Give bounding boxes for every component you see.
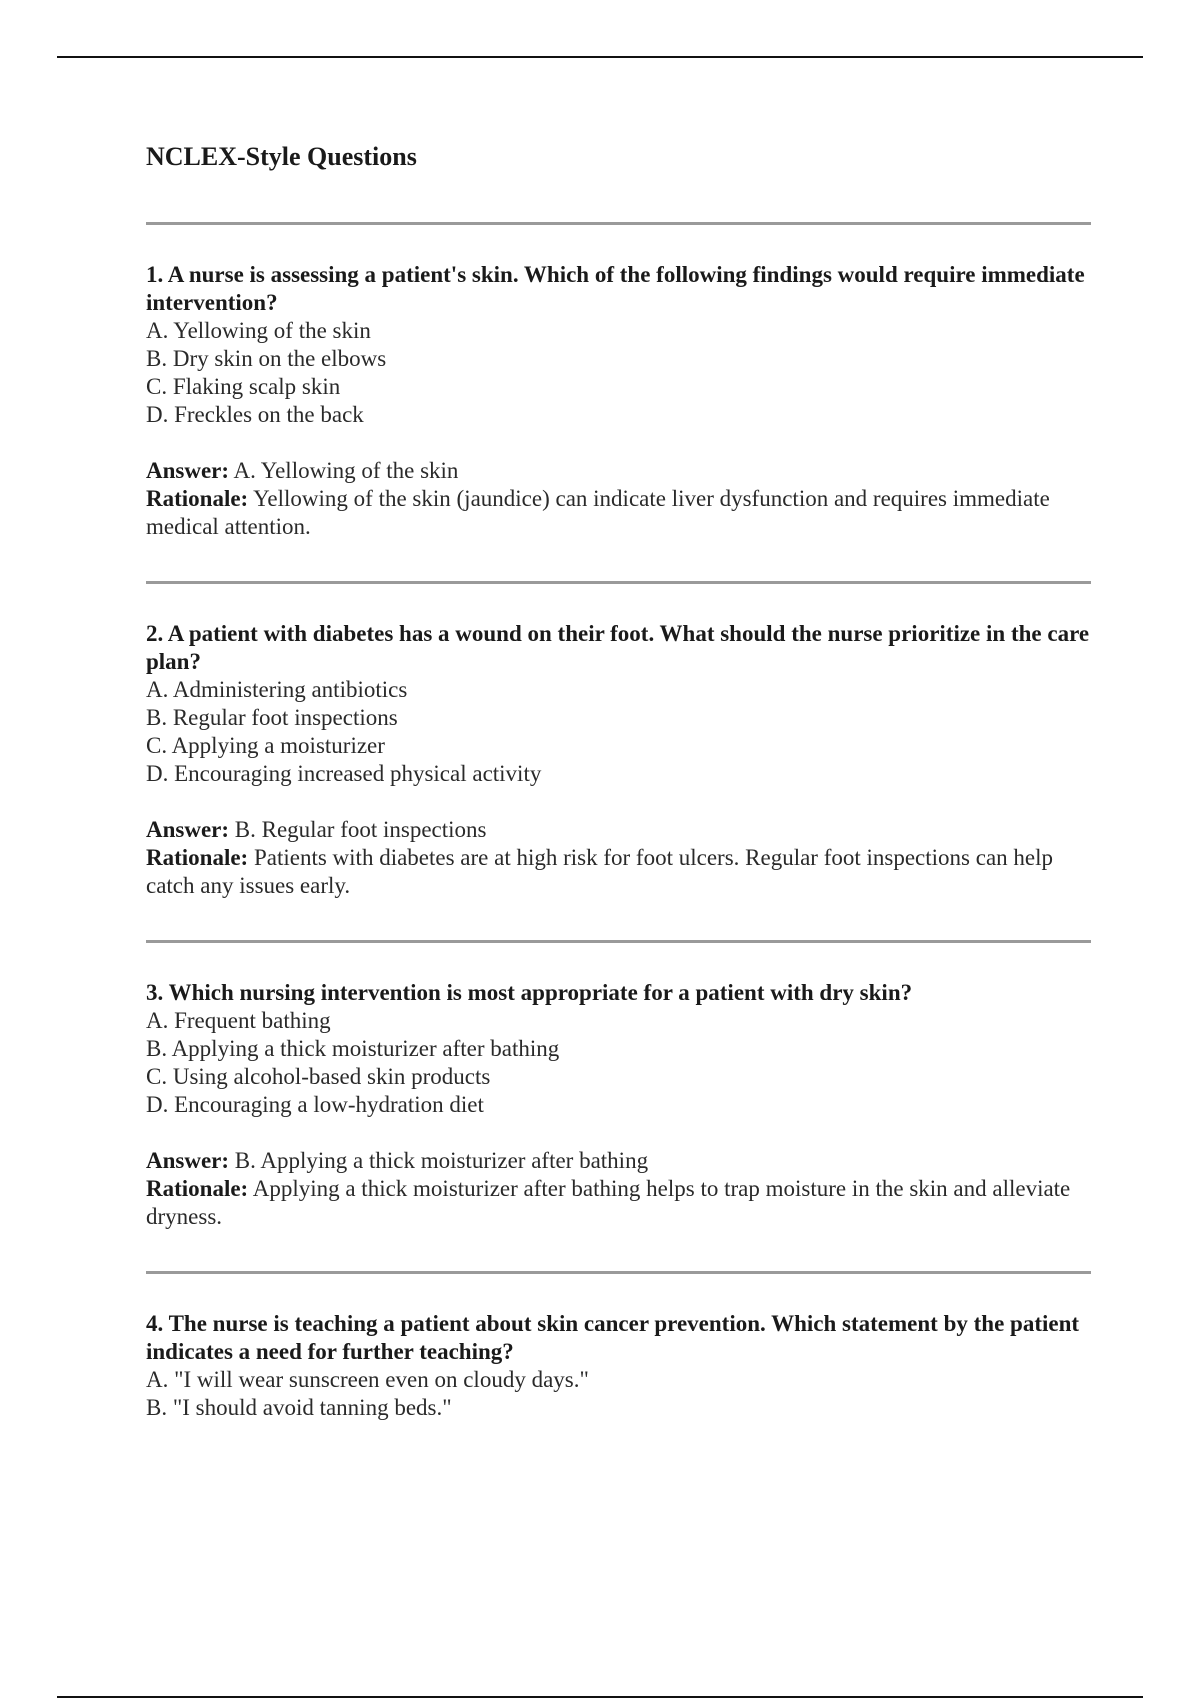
answer-area — [146, 1147, 1091, 1231]
document-body — [146, 140, 1091, 1422]
option-a: A. Yellowing of the skin — [146, 318, 371, 343]
question-text: 3. Which nursing intervention is most appropriate for a patient with dry skin? — [146, 980, 913, 1005]
question-3 — [146, 943, 1091, 1271]
rationale-label: Rationale: — [146, 845, 249, 870]
option-list — [146, 676, 1091, 788]
answer-line — [146, 1147, 1091, 1175]
option-c: C. Applying a moisturizer — [146, 733, 385, 758]
option-d: D. Encouraging a low-hydration diet — [146, 1092, 484, 1117]
rationale-line — [146, 485, 1091, 541]
answer-value: B. Regular foot inspections — [234, 817, 487, 842]
option-a: A. Administering antibiotics — [146, 677, 408, 702]
answer-area — [146, 816, 1091, 900]
rationale-line — [146, 1175, 1091, 1231]
question-text: 4. The nurse is teaching a patient about skin cancer prevention. Which statement by the patient indicates a need for further teaching? — [146, 1311, 1080, 1364]
question-2 — [146, 584, 1091, 940]
question-4 — [146, 1274, 1091, 1422]
rationale-label: Rationale: — [146, 1176, 249, 1201]
question-text: 1. A nurse is assessing a patient's skin. Which of the following findings would require immediate intervention? — [146, 262, 1085, 315]
answer-label: Answer: — [146, 1148, 230, 1173]
option-b: B. Applying a thick moisturizer after bathing — [146, 1036, 560, 1061]
question-1 — [146, 225, 1091, 581]
option-b: B. Regular foot inspections — [146, 705, 398, 730]
option-list — [146, 1366, 1091, 1422]
document-title: NCLEX-Style Questions — [146, 142, 417, 171]
page-top-rule — [57, 56, 1143, 58]
answer-area — [146, 457, 1091, 541]
option-list — [146, 1007, 1091, 1119]
option-b: B. "I should avoid tanning beds." — [146, 1395, 452, 1420]
option-list — [146, 317, 1091, 429]
option-b: B. Dry skin on the elbows — [146, 346, 387, 371]
option-c: C. Using alcohol-based skin products — [146, 1064, 491, 1089]
page-bottom-rule — [57, 1696, 1143, 1698]
option-a: A. "I will wear sunscreen even on cloudy days." — [146, 1367, 589, 1392]
option-c: C. Flaking scalp skin — [146, 374, 341, 399]
option-a: A. Frequent bathing — [146, 1008, 331, 1033]
rationale-value: Yellowing of the skin (jaundice) can indicate liver dysfunction and requires immediate medical attention. — [146, 486, 1050, 539]
rationale-line — [146, 844, 1091, 900]
option-d: D. Encouraging increased physical activity — [146, 761, 542, 786]
answer-value: B. Applying a thick moisturizer after bathing — [234, 1148, 649, 1173]
option-d: D. Freckles on the back — [146, 402, 364, 427]
question-text: 2. A patient with diabetes has a wound on their foot. What should the nurse prioritize in the care plan? — [146, 621, 1090, 674]
answer-label: Answer: — [146, 817, 230, 842]
answer-label: Answer: — [146, 458, 230, 483]
rationale-value: Patients with diabetes are at high risk for foot ulcers. Regular foot inspections can help catch any issues early. — [146, 845, 1054, 898]
answer-line — [146, 816, 1091, 844]
answer-value: A. Yellowing of the skin — [233, 458, 459, 483]
answer-line — [146, 457, 1091, 485]
rationale-value: Applying a thick moisturizer after bathing helps to trap moisture in the skin and alleviate dryness. — [146, 1176, 1071, 1229]
rationale-label: Rationale: — [146, 486, 249, 511]
